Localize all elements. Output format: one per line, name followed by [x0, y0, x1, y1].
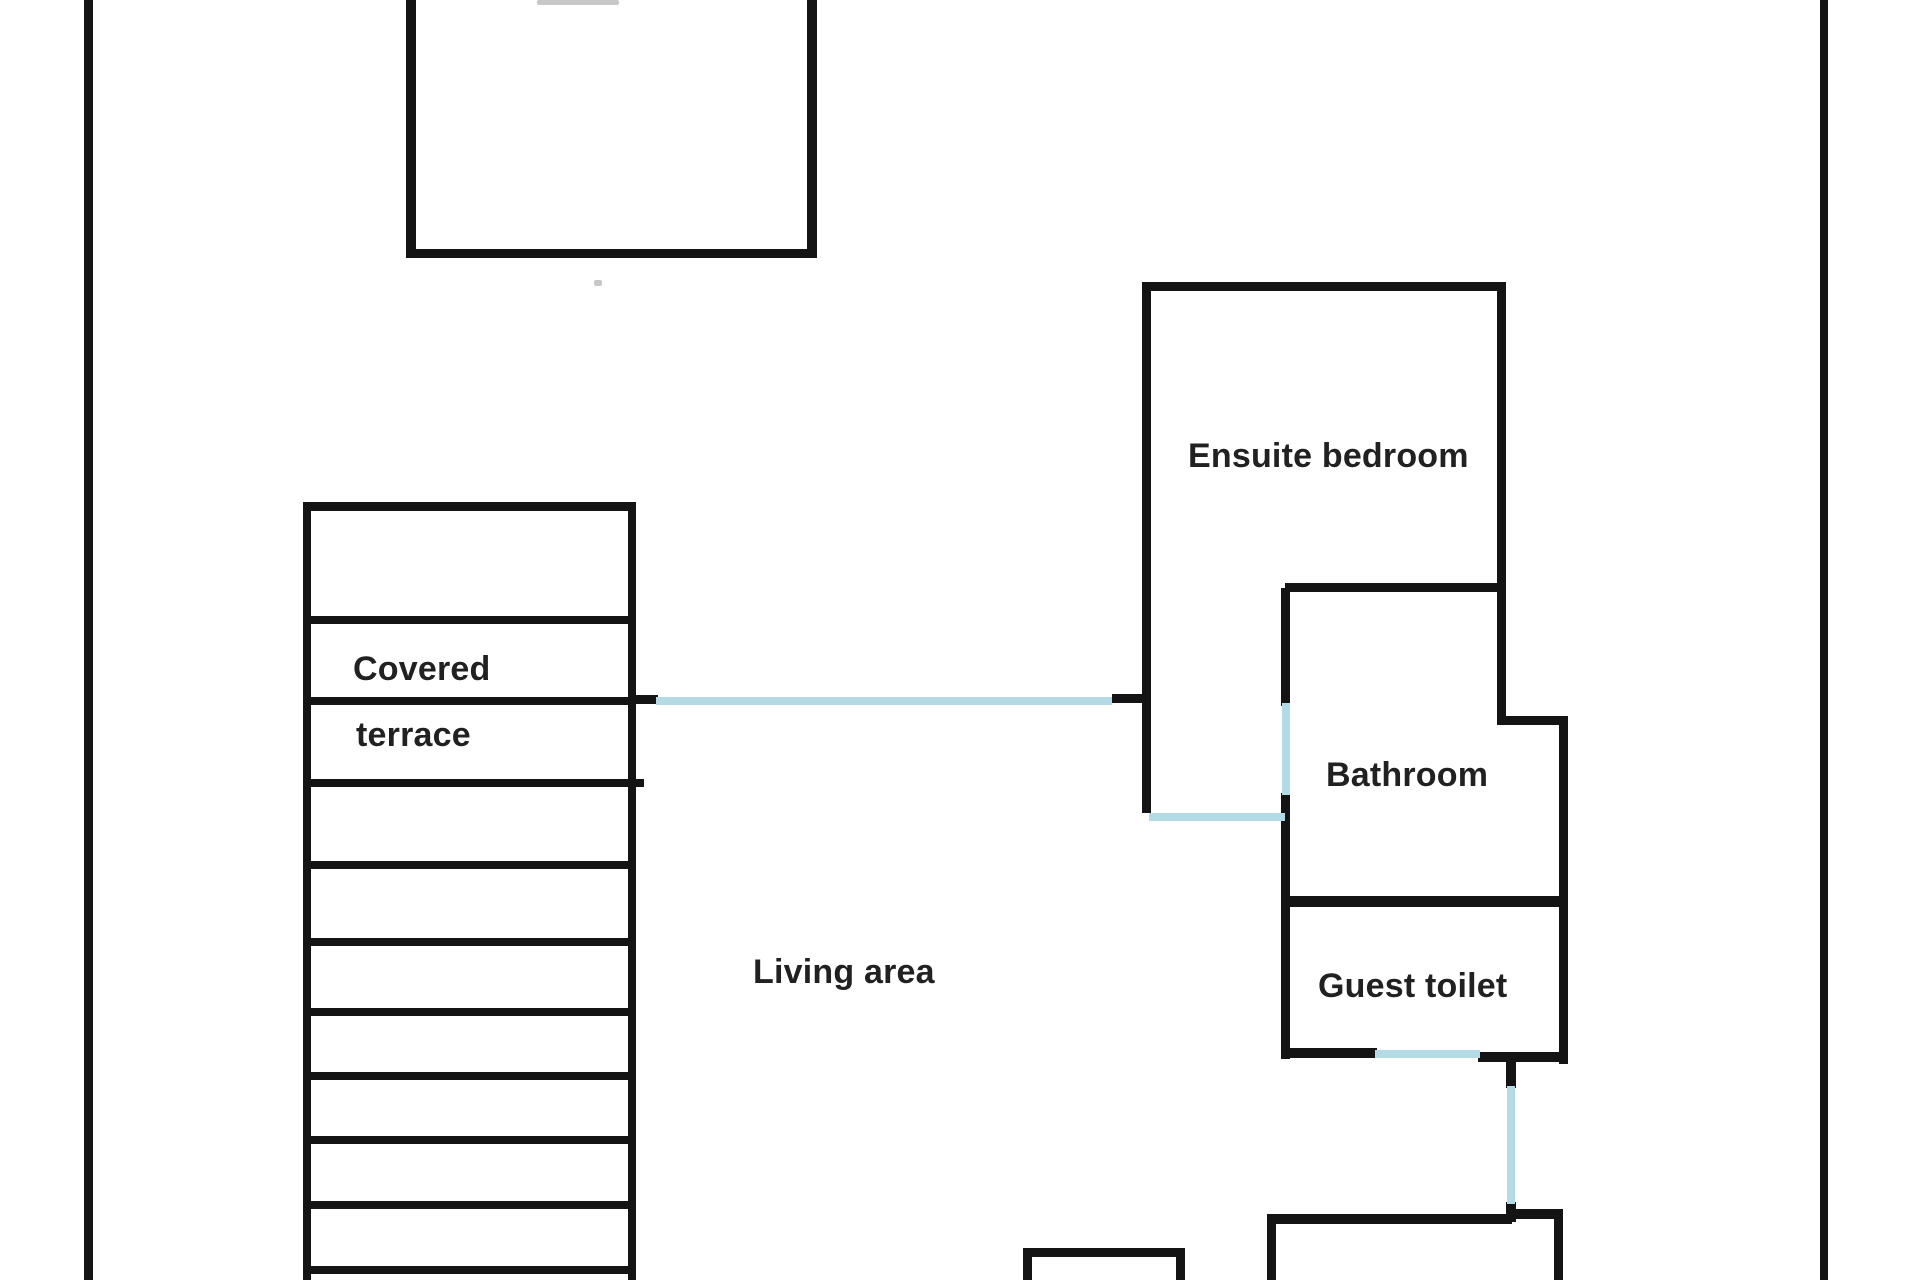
- ensuite-bedroom-label: Ensuite bedroom: [1188, 437, 1469, 475]
- bottom-room-wall-top-left: [1267, 1214, 1512, 1224]
- guest-toilet-bottom-right: [1478, 1052, 1568, 1062]
- door-jamb-ensuite-side: [1112, 694, 1146, 703]
- ensuite-wall-top: [1142, 282, 1506, 291]
- door-bathroom-left: [1282, 703, 1290, 795]
- door-ensuite-to-bathroom: [1149, 813, 1285, 821]
- terrace-step-line-1: [307, 616, 632, 624]
- terrace-step-line-9: [307, 1201, 632, 1209]
- terrace-wall-top: [303, 502, 636, 511]
- top-room-wall-left: [406, 0, 416, 258]
- door-jamb-terrace-side: [630, 695, 658, 704]
- living-area-label: Living area: [753, 953, 935, 991]
- covered-terrace-label-line2: terrace: [356, 716, 471, 754]
- terrace-step-line-8: [307, 1136, 632, 1144]
- small-room-wall-left: [1023, 1248, 1032, 1280]
- small-room-wall-top: [1023, 1248, 1185, 1257]
- terrace-step-line-6: [307, 1008, 632, 1016]
- ensuite-wall-right: [1497, 282, 1506, 725]
- bathroom-wall-left-lower: [1281, 793, 1290, 1059]
- bathroom-wall-left-upper: [1281, 588, 1290, 706]
- outer-wall-right: [1820, 0, 1828, 1280]
- bathroom-wall-top: [1285, 583, 1503, 592]
- door-below-guest-toilet: [1507, 1086, 1515, 1204]
- bathroom-wall-right: [1559, 716, 1568, 1064]
- bottom-room-wall-right: [1554, 1209, 1563, 1280]
- terrace-step-line-5: [307, 938, 632, 946]
- bathroom-step-wall: [1497, 716, 1568, 725]
- stray-dot: [594, 280, 602, 286]
- terrace-step-line-2: [307, 697, 632, 705]
- terrace-step-line-3: [307, 779, 644, 787]
- guest-toilet-bottom-left: [1281, 1048, 1377, 1058]
- bathroom-guest-divider: [1281, 896, 1568, 907]
- guest-door-jamb-upper: [1506, 1058, 1516, 1088]
- covered-terrace-label-line1: Covered: [353, 650, 491, 688]
- door-living-to-ensuite-area: [656, 697, 1112, 705]
- terrace-step-line-7: [307, 1072, 632, 1080]
- guest-toilet-label: Guest toilet: [1318, 967, 1508, 1005]
- terrace-step-line-4: [307, 861, 632, 869]
- bottom-room-wall-left: [1267, 1214, 1276, 1280]
- small-room-wall-right: [1176, 1248, 1185, 1280]
- cutoff-text-remnant: [537, 0, 619, 5]
- top-room-wall-bottom: [406, 249, 817, 258]
- ensuite-wall-left: [1142, 282, 1151, 813]
- door-guest-toilet-bottom: [1375, 1050, 1480, 1058]
- outer-wall-left: [84, 0, 93, 1280]
- bathroom-label: Bathroom: [1326, 756, 1489, 794]
- top-room-wall-right: [807, 0, 817, 258]
- terrace-step-line-10: [307, 1266, 632, 1274]
